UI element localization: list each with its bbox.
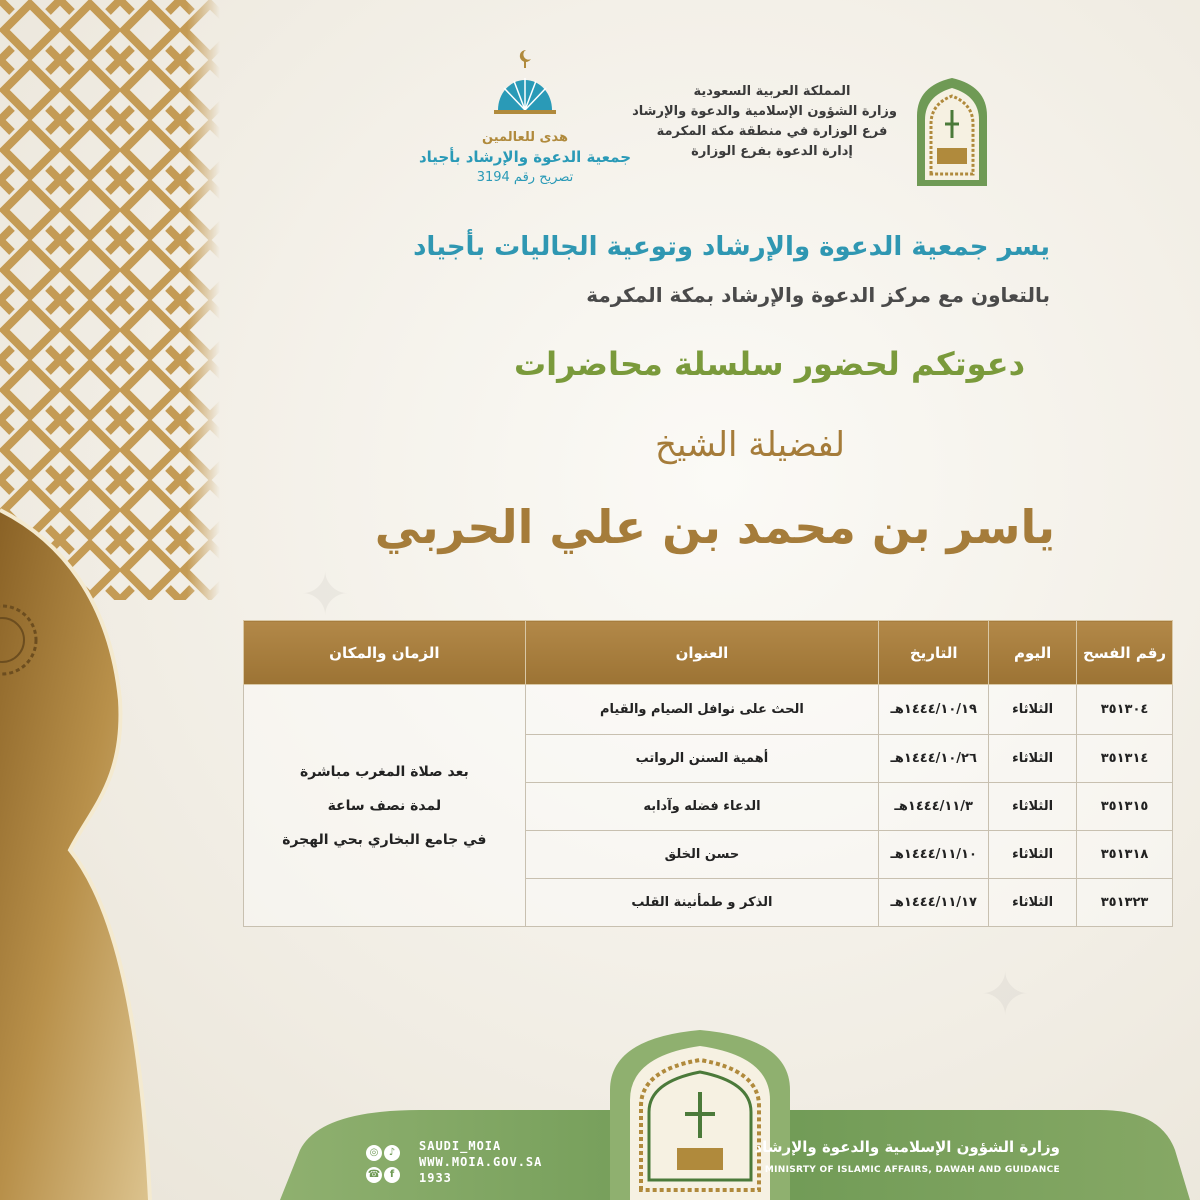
social-handle[interactable]: SAUDI_MOIA <box>419 1139 502 1153</box>
cell-permit: ٣٥١٣١٨ <box>1077 831 1173 879</box>
cell-title: حسن الخلق <box>525 831 879 879</box>
cell-title: الذكر و طمأنينة القلب <box>525 879 879 927</box>
cell-day: الثلاثاء <box>989 783 1077 831</box>
cell-date: ١٤٤٤/١٠/١٩هـ <box>879 685 989 735</box>
association-name: جمعية الدعوة والإرشاد بأجياد <box>418 148 632 166</box>
twitter-icon[interactable]: ♪ <box>384 1145 400 1161</box>
facebook-icon[interactable]: f <box>384 1167 400 1183</box>
header-day: اليوم <box>989 621 1077 685</box>
footer-ministry-name-en: MINISRTY OF ISLAMIC AFFAIRS, DAWAH AND GUIDANCE <box>764 1165 1060 1175</box>
cell-date: ١٤٤٤/١٠/٢٦هـ <box>879 735 989 783</box>
lecture-schedule-table <box>243 620 1173 927</box>
cell-date: ١٤٤٤/١١/٣هـ <box>879 783 989 831</box>
header-permit: رقم الفسح <box>1077 621 1173 685</box>
ministry-line: فرع الوزارة في منطقة مكة المكرمة <box>656 124 888 139</box>
ministry-line: وزارة الشؤون الإسلامية والدعوة والإرشاد <box>632 104 897 119</box>
ministry-line: إدارة الدعوة بفرع الوزارة <box>691 144 853 159</box>
cell-date: ١٤٤٤/١١/١٠هـ <box>879 831 989 879</box>
table-row <box>244 685 1173 735</box>
phone-icon[interactable]: ☎ <box>366 1167 382 1183</box>
place-line: في جامع البخاري بحي الهجرة <box>282 831 487 848</box>
cell-permit: ٣٥١٣١٤ <box>1077 735 1173 783</box>
cell-title: الدعاء فضله وآدابه <box>525 783 879 831</box>
ministry-header-block <box>632 82 995 192</box>
footer-ministry-name-ar: وزارة الشؤون الإسلامية والدعوة والإرشاد <box>754 1138 1060 1156</box>
intro-invitation-line: دعوتكم لحضور سلسلة محاضرات <box>514 345 1025 383</box>
header-date: التاريخ <box>879 621 989 685</box>
hotline-number[interactable]: 1933 <box>419 1171 452 1185</box>
cell-permit: ٣٥١٣٢٣ <box>1077 879 1173 927</box>
place-line: بعد صلاة المغرب مباشرة <box>299 763 469 780</box>
cell-permit: ٣٥١٣١٥ <box>1077 783 1173 831</box>
intro-organizer-line: يسر جمعية الدعوة والإرشاد وتوعية الجاليات بأجياد <box>413 232 1050 262</box>
ministry-line: المملكة العربية السعودية <box>693 84 851 99</box>
cell-day: الثلاثاء <box>989 879 1077 927</box>
header-title: العنوان <box>525 621 879 685</box>
cell-day: الثلاثاء <box>989 735 1077 783</box>
association-license: تصريح رقم 3194 <box>476 170 574 185</box>
cell-permit: ٣٥١٣٠٤ <box>1077 685 1173 735</box>
cell-day: الثلاثاء <box>989 831 1077 879</box>
place-line: لمدة نصف ساعة <box>327 797 442 814</box>
speaker-name: ياسر بن محمد بن علي الحربي <box>374 500 1055 554</box>
association-dome-logo <box>490 48 560 128</box>
ministry-emblem-icon <box>907 76 997 188</box>
cell-title: الحث على نوافل الصيام والقيام <box>525 685 879 735</box>
instagram-icon[interactable]: ◎ <box>366 1145 382 1161</box>
cell-day: الثلاثاء <box>989 685 1077 735</box>
header-place: الزمان والمكان <box>244 621 526 685</box>
ministry-text-lines <box>632 82 897 162</box>
intro-cooperation-line: بالتعاون مع مركز الدعوة والإرشاد بمكة المكرمة <box>586 283 1050 307</box>
association-logo-block <box>410 48 640 198</box>
website-link[interactable]: WWW.MOIA.GOV.SA <box>419 1155 543 1169</box>
table-header-row <box>244 621 1173 685</box>
cell-place <box>244 685 526 927</box>
cell-date: ١٤٤٤/١١/١٧هـ <box>879 879 989 927</box>
footer-social-block <box>365 1138 585 1188</box>
association-tagline: هدى للعالمين <box>482 130 568 145</box>
social-text-lines <box>419 1138 542 1186</box>
speaker-title: لفضيلة الشيخ <box>655 425 845 465</box>
social-icons-group <box>365 1140 409 1184</box>
cell-title: أهمية السنن الرواتب <box>525 735 879 783</box>
